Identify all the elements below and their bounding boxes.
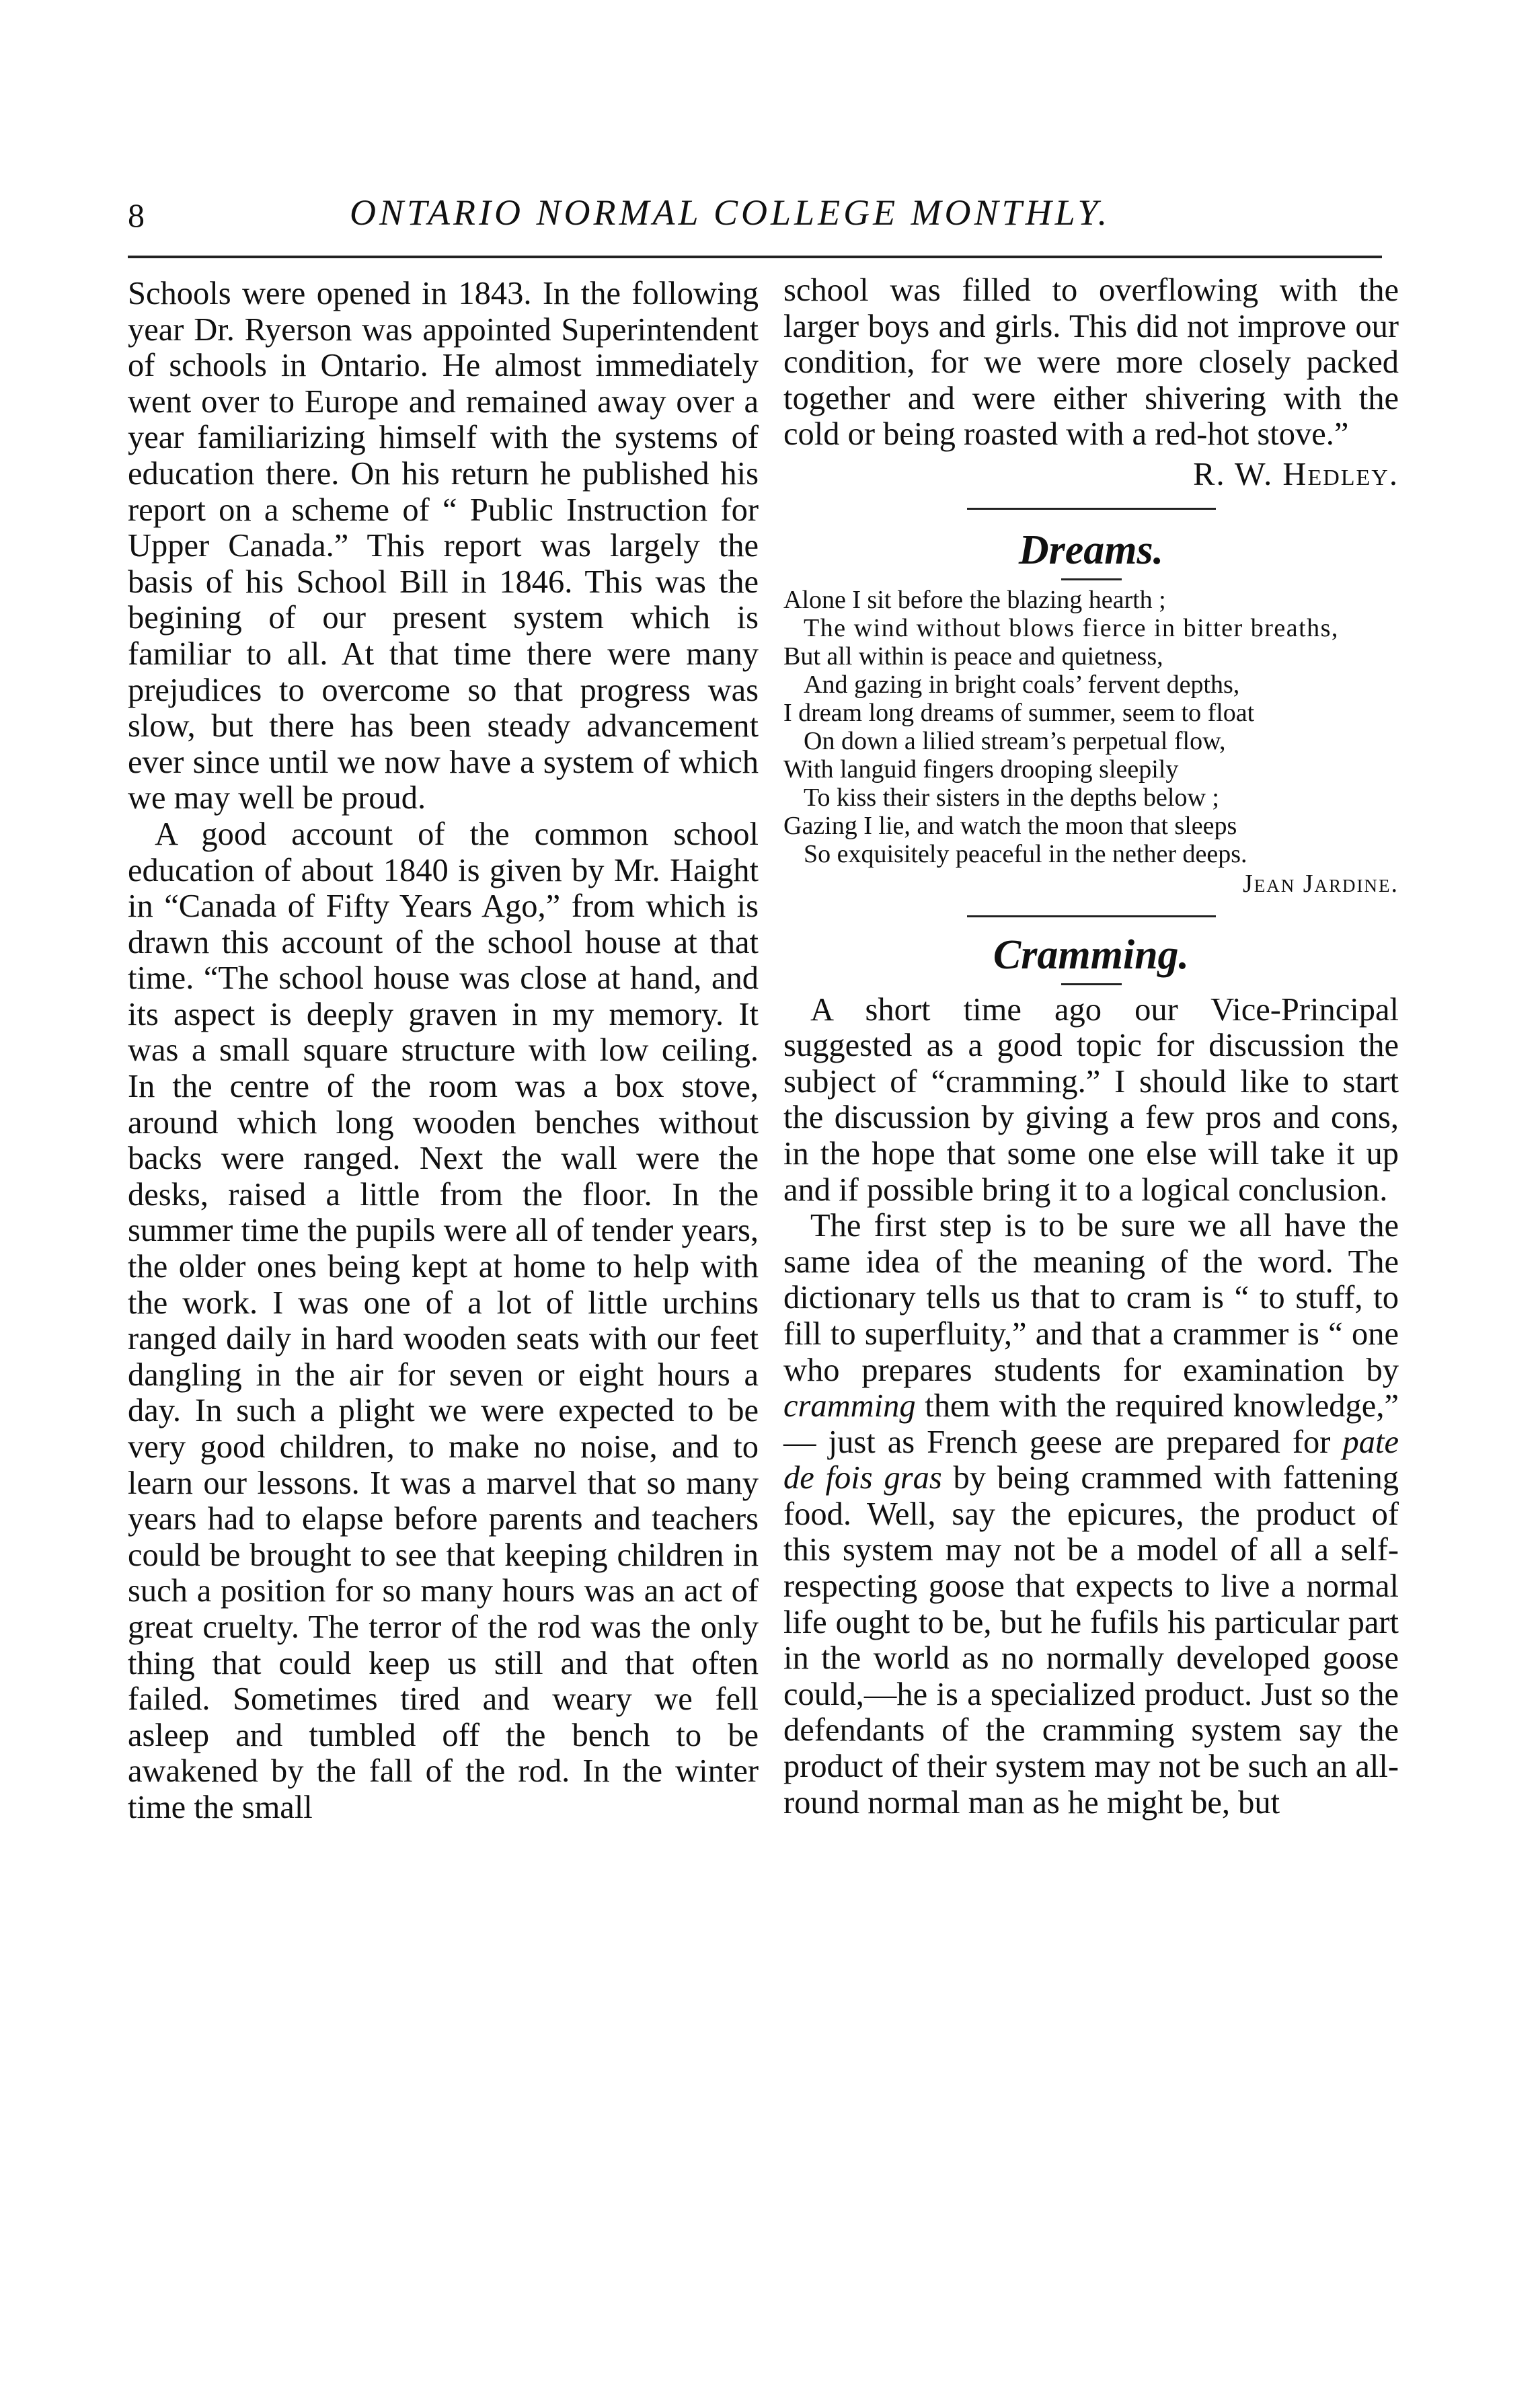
paragraph-continuation: school was filled to overflowing with the larger boys and girls. This did not improve our condition, for we were more closely packed together and were either shivering with the cold or being roasted with a red-hot stove.” [783,272,1399,453]
dreams-poem [783,586,1399,898]
poem-line: But all within is peace and quietness, [783,642,1163,671]
dreams-title: Dreams. [1018,527,1164,573]
header-rule [128,256,1382,258]
paragraph-school-house: A good account of the common school education of about 1840 is given by Mr. Haight in “Canada of Fifty Years Ago,” from which is drawn this account of the school house at that time. “The school house was close at hand, and its aspect is deeply graven in my memory. It was a small square structure with low ceiling. In the centre of the room was a box stove, around which long wooden benches without backs were ranged. Next the wall were the desks, raised a little from the floor. In the summer time the pupils were all of tender years, the older ones being kept at home to help with the work. I was one of a lot of little urchins ranged daily in hard wooden seats with our feet dangling in the air for seven or eight hours a day. In such a plight we were expected to be very good children, to make no noise, and to learn our lessons. It was a marvel that so many years had to elapse before parents and teachers could be brought to see that keeping children in such a position for so many hours was an act of great cruelty. The terror of the rod was the only thing that could keep us still and that often failed. Sometimes tired and weary we fell asleep and tumbled off the bench to be awakened by the fall of the rod. In the winter time the small [128,816,759,1825]
poem-line: I dream long dreams of summer, seem to float [783,698,1255,727]
poem-line: To kiss their sisters in the depths below ; [804,783,1219,812]
section-divider [967,915,1216,917]
title-underline [1061,578,1122,580]
poem-line: With languid fingers drooping sleepily [783,755,1179,784]
page-number: 8 [128,196,145,234]
poem-line: So exquisitely peaceful in the nether deeps. [804,839,1247,868]
cramming-title: Cramming. [993,931,1190,978]
poem-line: The wind without blows fierce in bitter breaths, [804,613,1339,642]
running-title: ONTARIO NORMAL COLLEGE MONTHLY. [350,192,1111,233]
section-divider [967,508,1216,510]
paragraph-school-history: Schools were opened in 1843. In the following year Dr. Ryerson was appointed Superintendent of schools in Ontario. He almost immediately went over to Europe and remained away over a year familiarizing himself with the systems of education there. On his return he published his report on a scheme of “ Public Instruction for Upper Canada.” This report was largely the basis of his School Bill in 1846. This was the begining of our present system which is familiar to all. At that time there were many prejudices to overcome so that progress was slow, but there has been steady advancement ever since until we now have a system of which we may well be proud. [128,276,759,816]
right-column [783,272,1399,1821]
emphasis-pate-de-fois-gras: pate de fois gras [783,1424,1399,1496]
poem-line: And gazing in bright coals’ fervent depths, [804,670,1240,699]
poem-line: Alone I sit before the blazing hearth ; [783,585,1166,614]
cramming-paragraph-2: The first step is to be sure we all have the same idea of the meaning of the word. The dictionary tells us that to cram is “ to stuff, to fill to superfluity,” and that a crammer is “ one who prepares students for examination by cramming them with the required knowledge,” — just as French geese are prepared for pate de fois gras by being crammed with fattening food. Well, say the epicures, the product of this system may not be a model of all a self-respecting goose that expects to live a normal life ought to be, but he fufils his particular part in the world as no normally developed goose could,—he is a specialized product. Just so the defendants of the cramming system say the product of their system may not be such an all-round normal man as he might be, but [783,1208,1399,1821]
title-underline [1061,983,1122,985]
cramming-paragraph-1: A short time ago our Vice-Principal suggested as a good topic for discussion the subject of “cramming.” I should like to start the discussion by giving a few pros and cons, in the hope that some one else will take it up and if possible bring it to a logical conclusion. [783,991,1399,1208]
poem-line: On down a lilied stream’s perpetual flow, [804,726,1226,755]
poem-line: Gazing I lie, and watch the moon that sleeps [783,811,1237,840]
cramming-article [783,992,1399,1821]
author-signature-hedley: R. W. Hedley. [1193,456,1399,492]
left-column [128,276,759,1826]
emphasis-cramming: cramming [783,1388,916,1424]
author-signature-jardine: Jean Jardine. [1242,869,1399,898]
